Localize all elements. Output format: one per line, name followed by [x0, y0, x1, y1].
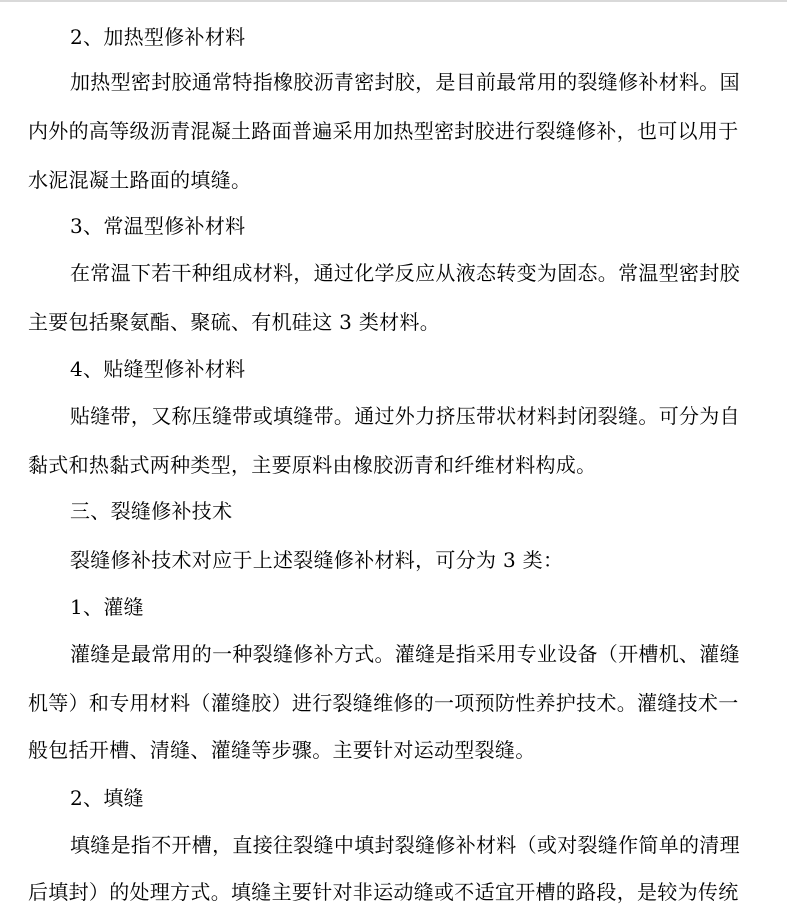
- paragraph-line: 贴缝带，又称压缝带或填缝带。通过外力挤压带状材料封闭裂缝。可分为自: [70, 404, 740, 428]
- paragraph-line: 裂缝修补技术对应于上述裂缝修补材料，可分为 3 类：: [70, 548, 564, 572]
- paragraph-line: 机等）和专用材料（灌缝胶）进行裂缝维修的一项预防性养护技术。灌缝技术一: [28, 691, 739, 715]
- paragraph-line: 般包括开槽、清缝、灌缝等步骤。主要针对运动型裂缝。: [28, 738, 536, 762]
- section-heading-crack-sealing: 1、灌缝: [70, 595, 144, 619]
- section-heading-repair-technique: 三、裂缝修补技术: [70, 499, 233, 523]
- paragraph-line: 后填封）的处理方式。填缝主要针对非运动缝或不适宜开槽的路段，是较为传统: [28, 880, 739, 904]
- section-heading-crack-filling: 2、填缝: [70, 786, 144, 810]
- paragraph-line: 水泥混凝土路面的填缝。: [28, 168, 252, 192]
- section-heading-tape-material: 4、贴缝型修补材料: [70, 357, 246, 381]
- paragraph-line: 内外的高等级沥青混凝土路面普遍采用加热型密封胶进行裂缝修补，也可以用于: [28, 119, 739, 143]
- page-top-border: [0, 0, 787, 2]
- paragraph-line: 在常温下若干种组成材料，通过化学反应从液态转变为固态。常温型密封胶: [70, 261, 740, 285]
- section-heading-ambient-material: 3、常温型修补材料: [70, 214, 246, 238]
- section-heading-heated-material: 2、加热型修补材料: [70, 25, 246, 49]
- paragraph-line: 填缝是指不开槽，直接往裂缝中填封裂缝修补材料（或对裂缝作简单的清理: [70, 833, 740, 857]
- paragraph-line: 加热型密封胶通常特指橡胶沥青密封胶，是目前最常用的裂缝修补材料。国: [70, 70, 740, 94]
- paragraph-line: 灌缝是最常用的一种裂缝修补方式。灌缝是指采用专业设备（开槽机、灌缝: [70, 642, 740, 666]
- paragraph-line: 主要包括聚氨酯、聚硫、有机硅这 3 类材料。: [28, 310, 441, 334]
- paragraph-line: 黏式和热黏式两种类型，主要原料由橡胶沥青和纤维材料构成。: [28, 453, 597, 477]
